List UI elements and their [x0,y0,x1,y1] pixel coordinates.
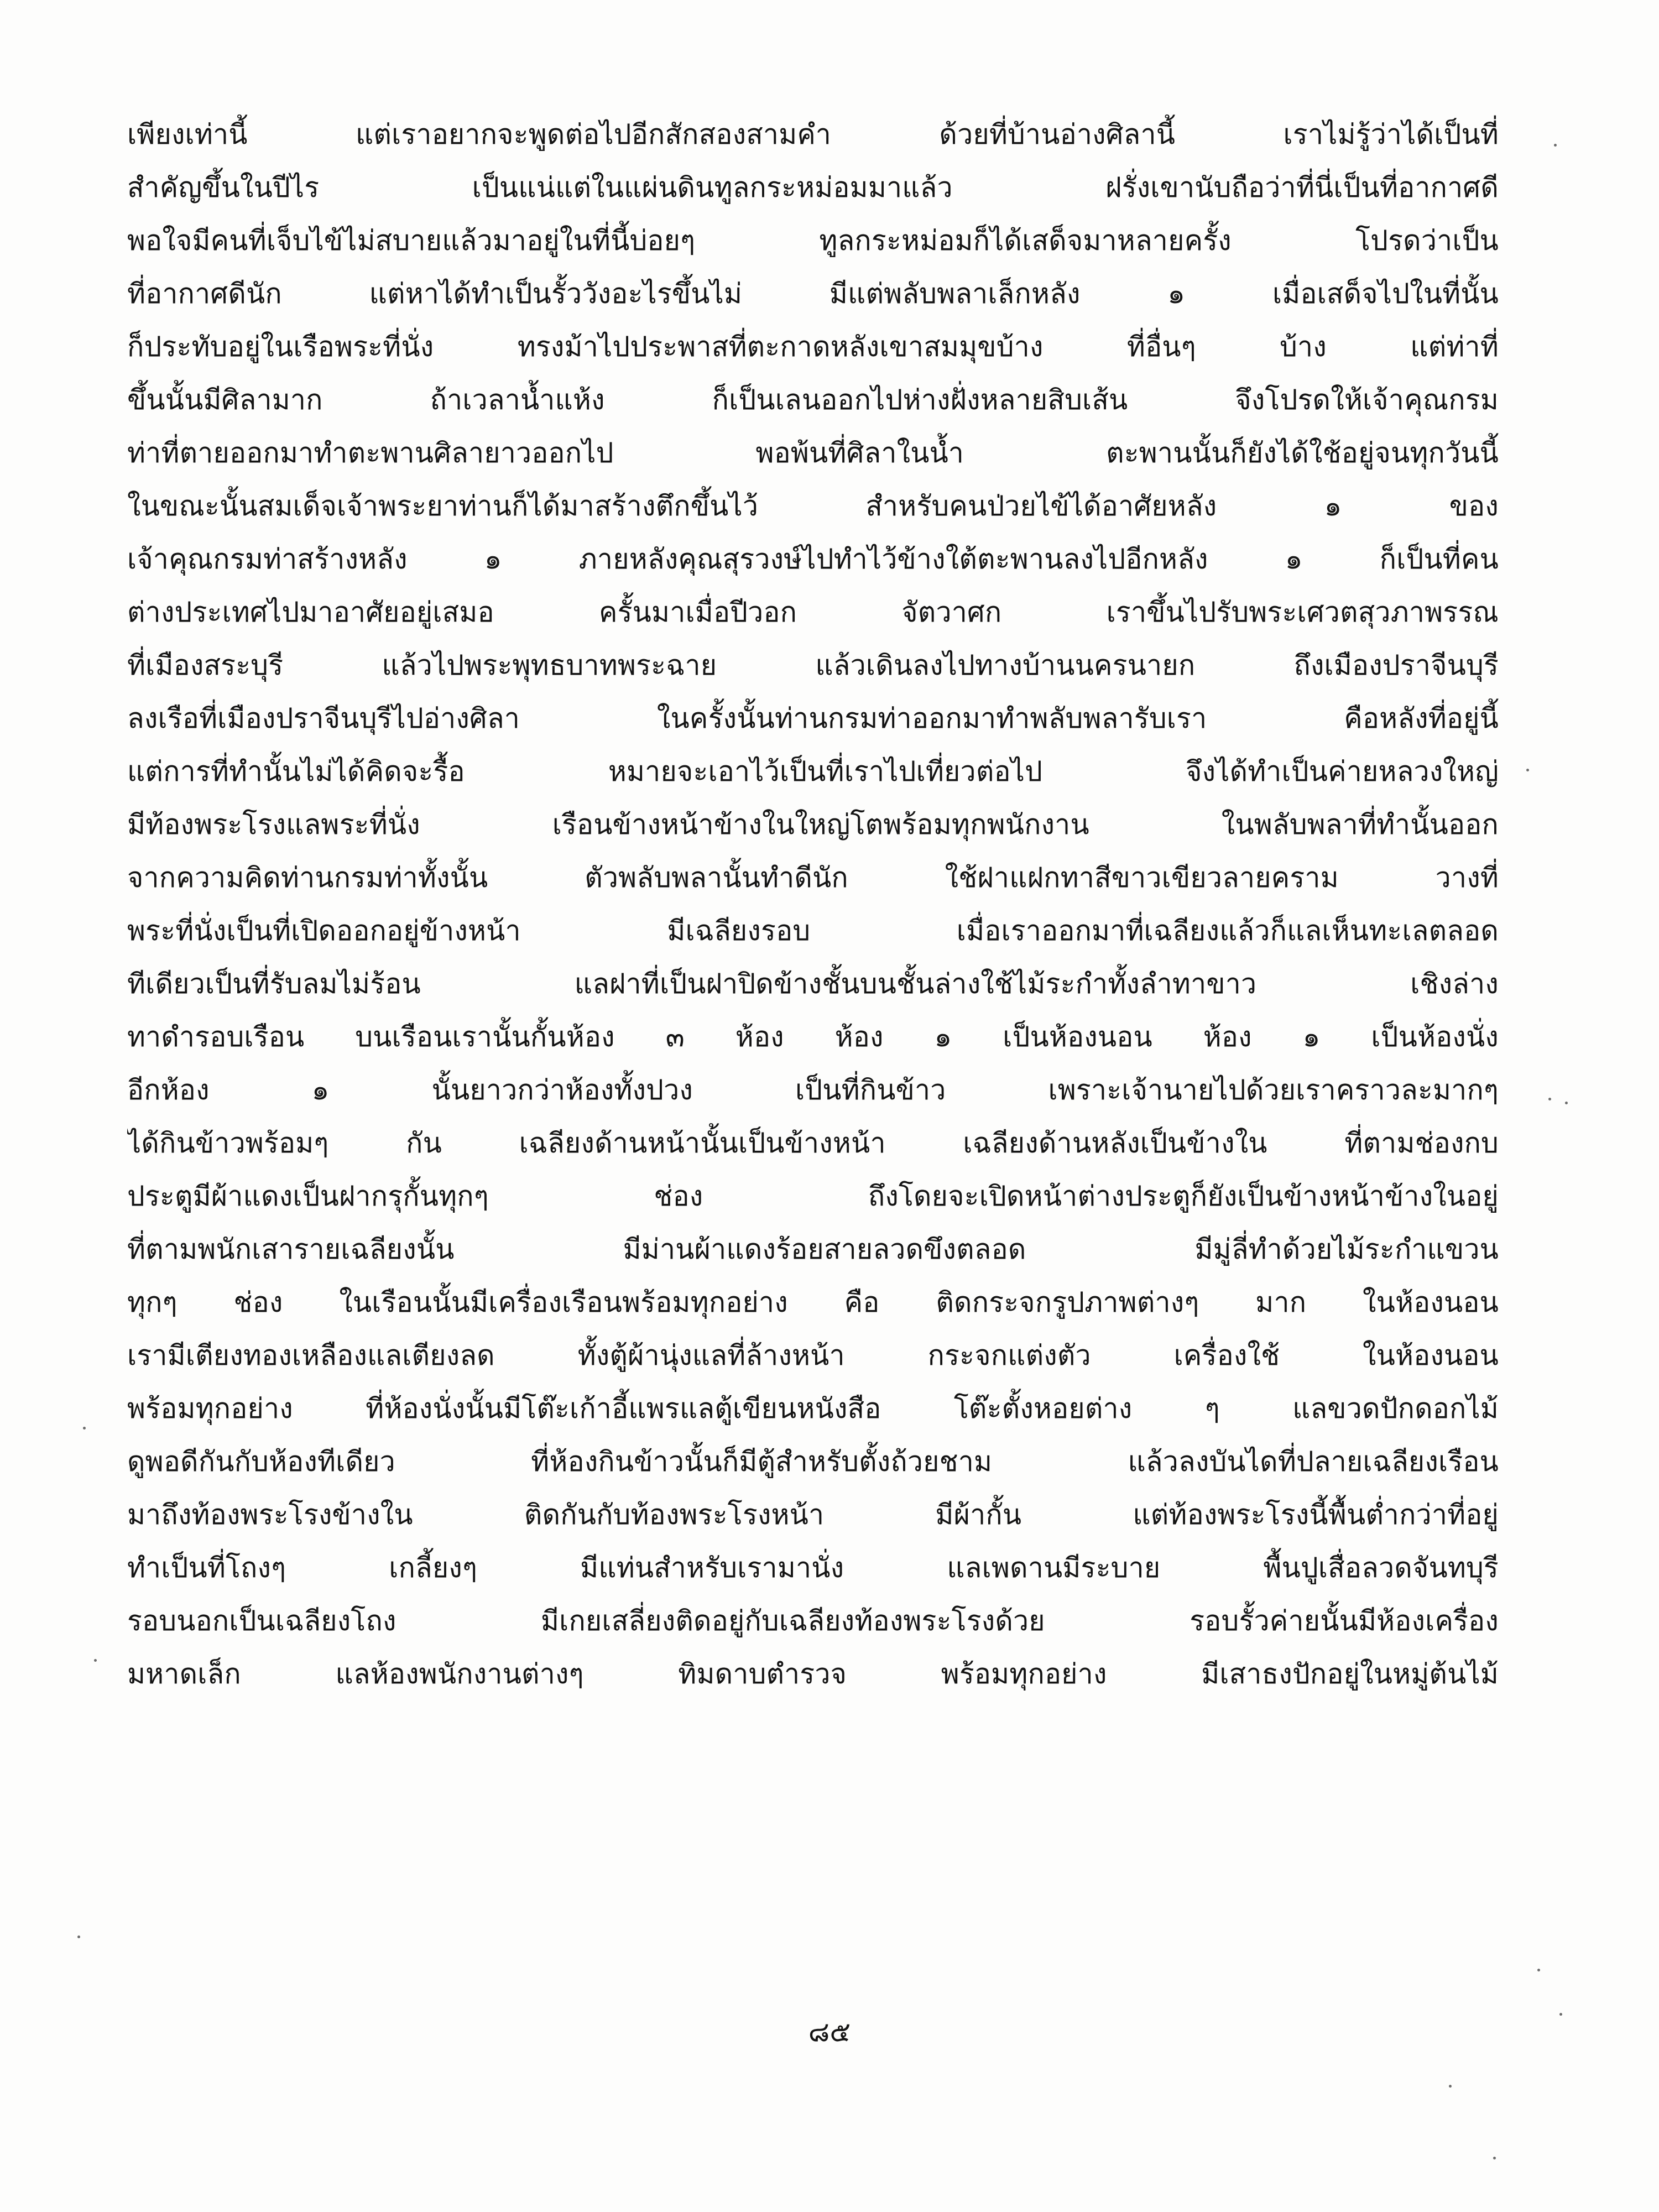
text-line: ได้กินข้าวพร้อมๆ กัน เฉลียงด้านหน้านั้นเป็นข้างหน้า เฉลียงด้านหลังเป็นข้างใน ที่ตามช่องกบ [127,1127,1499,1159]
text-line: อีกห้อง ๑ นั้นยาวกว่าห้องทั้งปวง เป็นที่กินข้าว เพราะเจ้านายไปด้วยเราคราวละมากๆ [127,1074,1499,1106]
text-line: ต่างประเทศไปมาอาศัยอยู่เสมอ ครั้นมาเมื่อปีวอก จัตวาศก เราขึ้นไปรับพระเศวตสุวภาพรรณ [127,596,1499,628]
text-line: ทีเดียวเป็นที่รับลมไม่ร้อน แลฝาที่เป็นฝาปิดข้างชั้นบนชั้นล่างใช้ไม้ระกำทั้งลำทาขาว เชิงล่าง [127,968,1499,1000]
text-line: ที่ตามพนักเสารายเฉลียงนั้น มีม่านผ้าแดงร้อยสายลวดขึงตลอด มีมู่ลี่ทำด้วยไม้ระกำแขวน [127,1233,1499,1265]
body-text [127,108,1499,1700]
scan-speck [1565,1102,1568,1104]
text-line: พอใจมีคนที่เจ็บไข้ไม่สบายแล้วมาอยู่ในที่นี้บ่อยๆ ทูลกระหม่อมก็ได้เสด็จมาหลายครั้ง โปรดว่าเป็น [127,225,1499,257]
text-line: เพียงเท่านี้ แต่เราอยากจะพูดต่อไปอีกสักสองสามคำ ด้วยที่บ้านอ่างศิลานี้ เราไม่รู้ว่าได้เป็นที่ [127,118,1499,150]
text-line: ลงเรือที่เมืองปราจีนบุรีไปอ่างศิลา ในครั้งนั้นท่านกรมท่าออกมาทำพลับพลารับเรา คือหลังที่อยู่นี้ [127,702,1499,734]
text-line: ที่เมืองสระบุรี แล้วไปพระพุทธบาทพระฉาย แล้วเดินลงไปทางบ้านนครนายก ถึงเมืองปราจีนบุรี [127,649,1499,681]
scan-speck [1537,1969,1540,1971]
scan-speck [1526,769,1529,771]
scan-speck [83,1427,86,1430]
text-line: ขึ้นนั้นมีศิลามาก ถ้าเวลาน้ำแห้ง ก็เป็นเลนออกไปห่างฝั่งหลายสิบเส้น จึงโปรดให้เจ้าคุณกรม [127,384,1499,416]
text-line: ทุกๆ ช่อง ในเรือนนั้นมีเครื่องเรือนพร้อมทุกอย่าง คือ ติดกระจกรูปภาพต่างๆ มาก ในห้องนอน [127,1286,1499,1318]
scan-speck [1559,2013,1562,2016]
text-line: พร้อมทุกอย่าง ที่ห้องนั่งนั้นมีโต๊ะเก้าอี้แพรแลตู้เขียนหนังสือ โต๊ะตั้งหอยต่าง ๆ แลขวดปักดอกไม้ [127,1392,1499,1425]
text-line: มหาดเล็ก แลห้องพนักงานต่างๆ ทิมดาบตำรวจ พร้อมทุกอย่าง มีเสาธงปักอยู่ในหมู่ต้นไม้ [127,1658,1499,1690]
text-line: ในขณะนั้นสมเด็จเจ้าพระยาท่านก็ได้มาสร้างตึกขึ้นไว้ สำหรับคนป่วยไข้ได้อาศัยหลัง ๑ ของ [127,490,1499,522]
page-number: ๘๕ [808,2016,851,2048]
scan-speck [94,1659,97,1662]
text-line: ทาดำรอบเรือน บนเรือนเรานั้นกั้นห้อง ๓ ห้อง ห้อง ๑ เป็นห้องนอน ห้อง ๑ เป็นห้องนั่ง [127,1021,1499,1053]
text-line: มาถึงท้องพระโรงข้างใน ติดกันกับท้องพระโรงหน้า มีผ้ากั้น แต่ท้องพระโรงนี้พื้นต่ำกว่าที่อยู่ [127,1499,1499,1531]
text-line: จากความคิดท่านกรมท่าทั้งนั้น ตัวพลับพลานั้นทำดีนัก ใช้ฝาแฝกทาสีขาวเขียวลายคราม วางที่ [127,862,1499,894]
text-line: เจ้าคุณกรมท่าสร้างหลัง ๑ ภายหลังคุณสุรวงษ์ไปทำไว้ข้างใต้ตะพานลงไปอีกหลัง ๑ ก็เป็นที่คน [127,543,1499,575]
text-line: รอบนอกเป็นเฉลียงโถง มีเกยเสลี่ยงติดอยู่กับเฉลียงท้องพระโรงด้วย รอบรั้วค่ายนั้นมีห้องเครื่อง [127,1605,1499,1637]
text-line: แต่การที่ทำนั้นไม่ได้คิดจะรื้อ หมายจะเอาไว้เป็นที่เราไปเที่ยวต่อไป จึงได้ทำเป็นค่ายหลวงใหญ่ [127,755,1499,787]
text-line: ประตูมีผ้าแดงเป็นฝากรุกั้นทุกๆ ช่อง ถึงโดยจะเปิดหน้าต่างประตูก็ยังเป็นข้างหน้าข้างในอยู่ [127,1180,1499,1212]
text-line: เรามีเตียงทองเหลืองแลเตียงลด ทั้งตู้ผ้านุ่งแลที่ล้างหน้า กระจกแต่งตัว เครื่องใช้ ในห้องนอน [127,1339,1499,1371]
text-line: ทำเป็นที่โถงๆ เกลี้ยงๆ มีแท่นสำหรับเรามานั่ง แลเพดานมีระบาย พื้นปูเสื่อลวดจันทบุรี [127,1552,1499,1584]
scan-speck [1548,1098,1551,1100]
scan-speck [1554,144,1557,147]
text-line: ท่าที่ตายออกมาทำตะพานศิลายาวออกไป พอพ้นที่ศิลาในน้ำ ตะพานนั้นก็ยังได้ใช้อยู่จนทุกวันนี้ [127,437,1499,469]
text-line: ก็ประทับอยู่ในเรือพระที่นั่ง ทรงม้าไปประพาสที่ตะกาดหลังเขาสมมุขบ้าง ที่อื่นๆ บ้าง แต่ท่าที่ [127,331,1499,363]
scan-speck [1449,2085,1452,2088]
text-line: สำคัญขึ้นในปีไร เป็นแน่แต่ในแผ่นดินทูลกระหม่อมมาแล้ว ฝรั่งเขานับถือว่าที่นี่เป็นที่อากาศดี [127,171,1499,204]
text-line: ดูพอดีกันกับห้องทีเดียว ที่ห้องกินข้าวนั้นก็มีตู้สำหรับตั้งถ้วยชาม แล้วลงบันไดที่ปลายเฉลียงเรือน [127,1446,1499,1478]
scan-speck [1493,2157,1496,2159]
text-line: มีท้องพระโรงแลพระที่นั่ง เรือนข้างหน้าข้างในใหญ่โตพร้อมทุกพนักงาน ในพลับพลาที่ทำนั้นออก [127,808,1499,841]
text-line: พระที่นั่งเป็นที่เปิดออกอยู่ข้างหน้า มีเฉลียงรอบ เมื่อเราออกมาที่เฉลียงแล้วก็แลเห็นทะเลตลอด [127,915,1499,947]
scan-speck [77,1936,80,1938]
text-line: ที่อากาศดีนัก แต่หาได้ทำเป็นรั้ววังอะไรขึ้นไม่ มีแต่พลับพลาเล็กหลัง ๑ เมื่อเสด็จไปในที่นั้น [127,278,1499,310]
